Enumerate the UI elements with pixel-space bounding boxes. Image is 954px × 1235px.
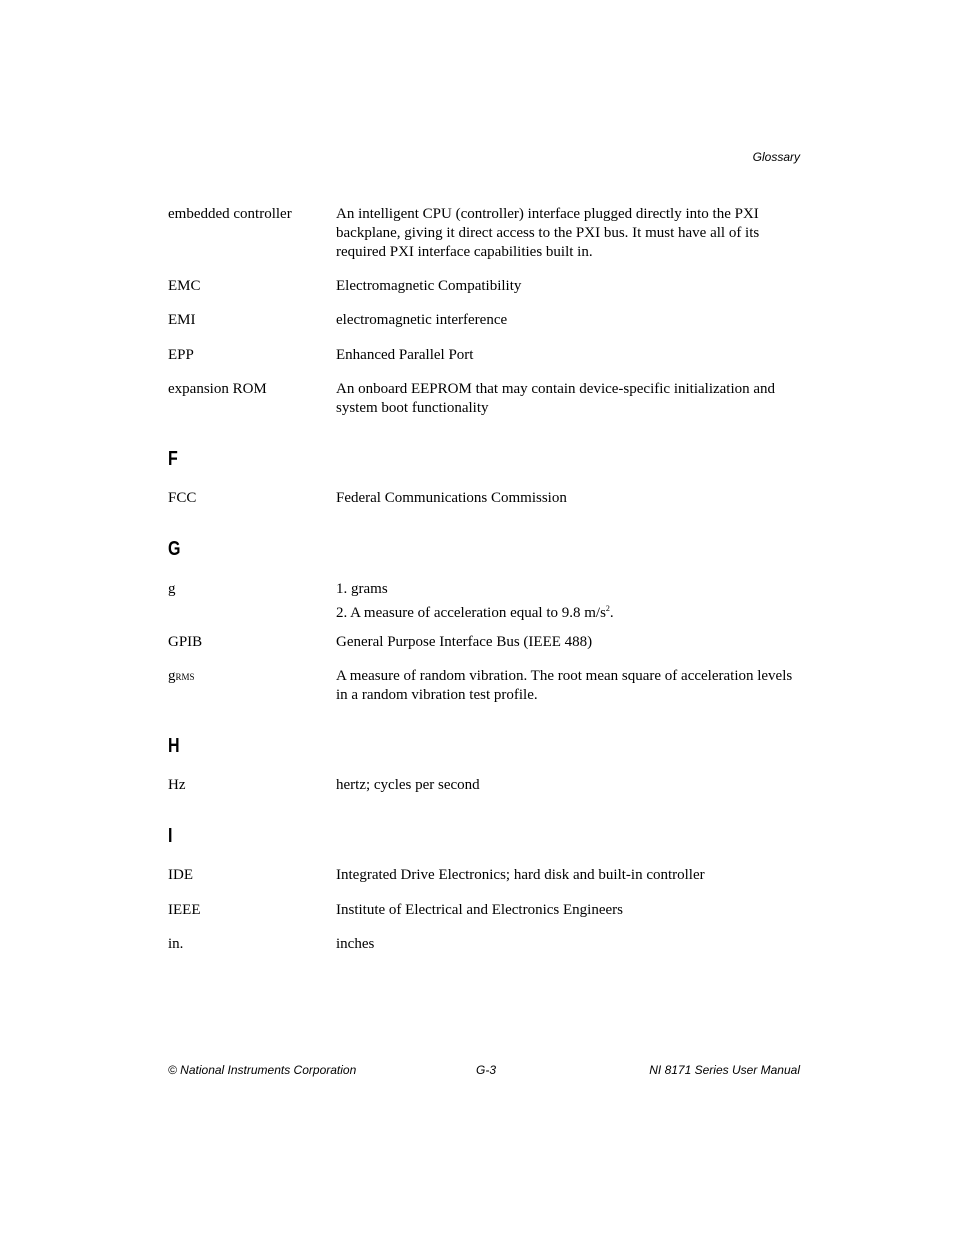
running-header: Glossary	[752, 150, 800, 164]
glossary-term: GPIB	[168, 634, 203, 650]
subscript: RMS	[175, 672, 195, 682]
glossary-definition: Enhanced Parallel Port	[336, 347, 474, 363]
section-heading: H	[168, 735, 180, 757]
glossary-definition: Electromagnetic Compatibility	[336, 278, 522, 294]
definition-text: 2. A measure of acceleration equal to 9.8 m/s	[336, 605, 606, 621]
glossary-definition: hertz; cycles per second	[336, 777, 480, 793]
glossary-term: FCC	[168, 490, 197, 506]
glossary-definition: Institute of Electrical and Electronics Engineers	[336, 902, 623, 918]
glossary-definition: Integrated Drive Electronics; hard disk and built-in controller	[336, 867, 705, 883]
section-heading: F	[168, 448, 178, 470]
glossary-term	[168, 667, 195, 687]
definition-text: .	[609, 605, 614, 621]
glossary-term: Hz	[168, 777, 186, 793]
glossary-term: EMI	[168, 312, 196, 328]
glossary-definition	[336, 580, 800, 623]
glossary-definition: A measure of random vibration. The root mean square of acceleration levels in a random vibration test profile.	[336, 668, 793, 703]
footer-manual-title: NI 8171 Series User Manual	[649, 1063, 800, 1077]
definition-line	[336, 599, 800, 623]
section-heading: I	[168, 825, 173, 847]
glossary-term: in.	[168, 936, 184, 952]
glossary-term: IDE	[168, 867, 193, 883]
glossary-term: expansion ROM	[168, 381, 267, 397]
definition-line: 1. grams	[336, 581, 388, 597]
footer-page-number: G-3	[476, 1063, 497, 1077]
glossary-term: EPP	[168, 347, 194, 363]
glossary-definition: Federal Communications Commission	[336, 490, 567, 506]
glossary-term: g	[168, 581, 176, 597]
glossary-definition: inches	[336, 936, 375, 952]
glossary-definition: An intelligent CPU (controller) interface plugged directly into the PXI backplane, giving it direct access to the PXI bus. It must have all of its required PXI interface capabilities built in.	[336, 206, 760, 260]
term-text: g	[168, 668, 176, 684]
glossary-definition: electromagnetic interference	[336, 312, 508, 328]
section-heading: G	[168, 538, 181, 560]
superscript: 2	[605, 604, 610, 613]
glossary-term: embedded controller	[168, 206, 292, 222]
footer-publisher: © National Instruments Corporation	[168, 1063, 357, 1077]
glossary-definition: General Purpose Interface Bus (IEEE 488)	[336, 634, 593, 650]
glossary-definition: An onboard EEPROM that may contain device-specific initialization and system boot functionality	[336, 381, 776, 416]
glossary-term: EMC	[168, 278, 201, 294]
glossary-term: IEEE	[168, 902, 201, 918]
